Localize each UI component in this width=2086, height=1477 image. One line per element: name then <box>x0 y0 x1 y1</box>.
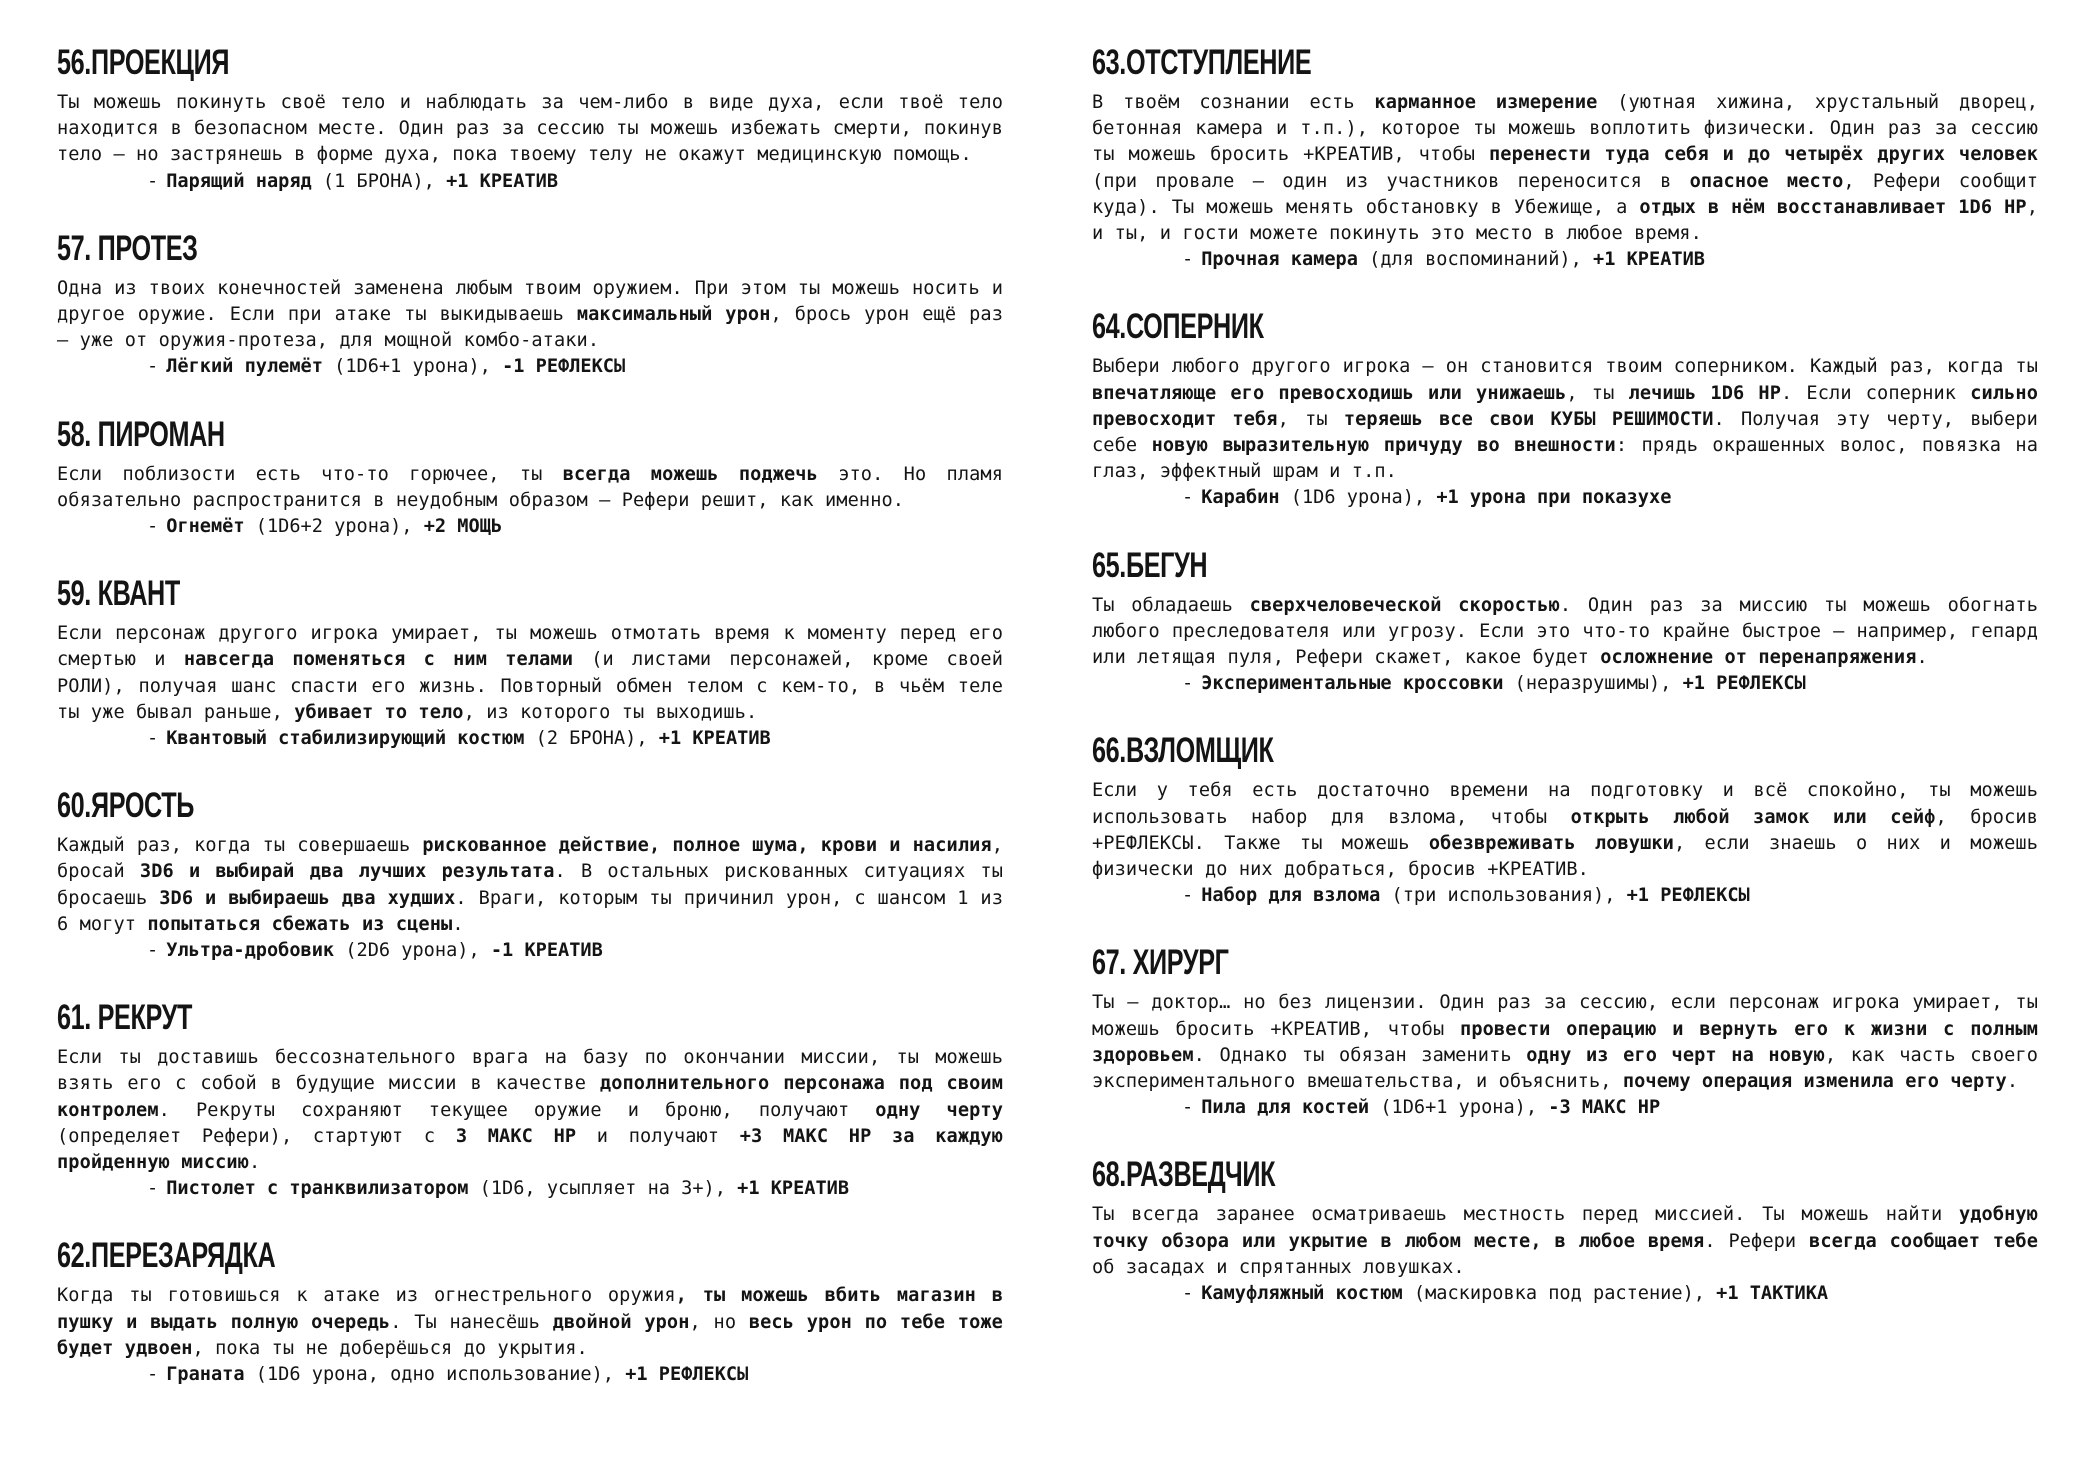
description-text: , бросив +РЕФЛЕКСЫ. Также ты можешь <box>1092 806 2038 854</box>
dash-bullet-icon: - <box>147 940 159 962</box>
emphasis-text: теряешь все свои КУБЫ РЕШИМОСТИ <box>1343 408 1714 430</box>
description-text: . Ты нанесёшь <box>390 1311 553 1333</box>
starting-gear <box>1092 247 2038 273</box>
gear-emphasis: Ультра-дробовик <box>166 940 335 962</box>
gear-emphasis: Прочная камера <box>1201 249 1358 271</box>
description-text: Ты всегда заранее осматриваешь местность перед миссией. Ты можешь найти <box>1092 1204 1959 1226</box>
description-text: , и ты, и гости можете покинуть это место в любое время. <box>1092 196 2038 245</box>
description-text: . <box>2006 1071 2019 1093</box>
trait-description <box>57 833 1003 938</box>
gear-text: (2 БРОНА), <box>524 728 659 750</box>
gear-emphasis: -1 КРЕАТИВ <box>490 940 603 962</box>
description-text: Если ты доставишь бессознательного врага на базу по окончании миссии, ты можешь взять его с собой в будущие миссии в качестве <box>57 1047 1003 1095</box>
description-text: Каждый раз, когда ты совершаешь <box>57 835 423 857</box>
gear-emphasis: +1 ТАКТИКА <box>1716 1283 1829 1305</box>
description-text: : прядь окрашенных волос, повязка на глаз, эффектный шрам и т.п. <box>1092 435 2038 483</box>
dash-bullet-icon: - <box>147 728 159 750</box>
trait-title: 56.ПРОЕКЦИЯ <box>57 43 230 82</box>
emphasis-text: провести операцию и вернуть его к жизни с полным здоровьем <box>1092 1018 2038 1066</box>
gear-emphasis: Пистолет с транквилизатором <box>166 1178 469 1200</box>
emphasis-text: , ты можешь вбить магазин в пушку и выдать полную очередь <box>57 1285 1003 1333</box>
gear-emphasis: +1 РЕФЛЕКСЫ <box>1682 673 1806 695</box>
emphasis-text: открыть любой замок или сейф <box>1570 806 1936 828</box>
dash-bullet-icon: - <box>147 356 159 378</box>
description-text: (определяет Рефери), стартуют с <box>57 1125 456 1147</box>
description-text: и получают <box>576 1125 740 1147</box>
trait-description <box>1092 990 2038 1095</box>
gear-text: (1D6 урона), <box>1279 487 1437 509</box>
trait-title: 61. РЕКРУТ <box>57 998 192 1038</box>
emphasis-text: одну из его черт на новую <box>1526 1044 1825 1066</box>
trait-entry <box>57 1235 1003 1388</box>
description-text: , Рефери сообщит куда). Ты можешь менять обстановку в Убежище, а <box>1092 170 2038 218</box>
trait-description <box>1092 778 2038 883</box>
description-text: , как часть своего экспериментального вмешательства, и объяснить, <box>1092 1044 2038 1093</box>
dash-bullet-icon: - <box>1182 249 1194 271</box>
emphasis-text: дополнительного персонажа под своим контролем <box>57 1073 1003 1121</box>
gear-text: (1D6 урона, одно использование), <box>244 1364 626 1386</box>
trait-entry <box>1092 942 2038 1121</box>
trait-entry <box>57 228 1003 381</box>
gear-emphasis: +1 КРЕАТИВ <box>446 170 559 192</box>
gear-emphasis: +1 урона при показухе <box>1436 487 1672 509</box>
emphasis-text: отдых в нём восстанавливает 1D6 НР <box>1639 196 2027 218</box>
gear-emphasis: -3 МАКС НР <box>1548 1097 1661 1119</box>
gear-text: (неразрушимы), <box>1503 673 1683 695</box>
description-text: , из которого ты выходишь. <box>463 701 758 723</box>
emphasis-text: максимальный урон <box>576 304 771 326</box>
description-text: . Если соперник <box>1781 382 1971 404</box>
emphasis-text: опасное место <box>1689 170 1844 192</box>
starting-gear <box>57 726 1003 752</box>
trait-description <box>1092 354 2038 485</box>
dash-bullet-icon: - <box>1182 1283 1194 1305</box>
gear-text: (для воспоминаний), <box>1357 249 1594 271</box>
trait-title: 60.ЯРОСТЬ <box>57 786 195 826</box>
trait-entry <box>1092 306 2038 511</box>
gear-emphasis: +1 КРЕАТИВ <box>1593 249 1705 271</box>
description-text: . Рефери <box>1704 1230 1810 1252</box>
gear-text: (1D6+2 урона), <box>244 516 424 538</box>
trait-entry <box>57 42 1003 195</box>
dash-bullet-icon: - <box>147 1178 159 1200</box>
description-text: В твоём сознании есть <box>1092 92 1375 113</box>
trait-title: 65.БЕГУН <box>1092 545 1208 585</box>
emphasis-text: впечатляюще его превосходишь или унижаешь <box>1092 382 1567 404</box>
emphasis-text: 3 МАКС НР <box>455 1125 577 1147</box>
trait-title: 62.ПЕРЕЗАРЯДКА <box>57 1236 276 1276</box>
starting-gear <box>1092 1281 2038 1307</box>
emphasis-text: новую выразительную причуду во внешности <box>1151 435 1616 457</box>
description-text: об засадах и спрятанных ловушках. <box>1092 1256 1465 1278</box>
dash-bullet-icon: - <box>147 170 159 192</box>
trait-entry <box>1092 730 2038 909</box>
trait-entry <box>57 414 1003 541</box>
starting-gear <box>57 354 1003 380</box>
description-text: Когда ты готовишься к атаке из огнестрельного оружия <box>57 1285 676 1307</box>
gear-text: (три использования), <box>1380 885 1627 907</box>
starting-gear <box>1092 1095 2038 1121</box>
emphasis-text: попытаться сбежать из сцены <box>147 913 453 935</box>
trait-entry <box>57 785 1003 964</box>
emphasis-text: весь урон по тебе тоже будет удвоен <box>57 1311 1003 1359</box>
trait-title: 66.ВЗЛОМЩИК <box>1092 731 1274 771</box>
dash-bullet-icon: - <box>1182 885 1194 907</box>
trait-title: 63.ОТСТУПЛЕНИЕ <box>1092 43 1312 82</box>
description-text: Выбери любого другого игрока – он становится твоим соперником. Каждый раз, когда ты <box>1092 356 2038 378</box>
trait-description <box>1092 593 2038 672</box>
trait-title: 57. ПРОТЕЗ <box>57 228 198 268</box>
description-text: Если персонаж другого игрока умирает, ты можешь отмотать время к моменту перед его смертью и <box>57 623 1003 671</box>
starting-gear <box>1092 485 2038 511</box>
gear-text: (1 БРОНА), <box>311 170 447 192</box>
dash-bullet-icon: - <box>147 516 159 538</box>
gear-text: (маскировка под растение), <box>1402 1283 1717 1305</box>
trait-entry <box>57 573 1003 752</box>
emphasis-text: 3D6 и выбираешь два худших <box>159 887 456 909</box>
emphasis-text: осложнение от перенапряжения <box>1600 647 1917 669</box>
emphasis-text: всегда можешь поджечь <box>562 463 818 485</box>
starting-gear <box>57 1176 1003 1202</box>
description-text: Если поблизости есть что-то горючее, ты <box>57 463 563 485</box>
trait-title: 67. ХИРУРГ <box>1092 943 1229 983</box>
description-text: . Один раз за миссию ты можешь обогнать любого преследователя или угрозу. Если это что-то крайне быстрое – например, гепард или летящая пуля, Рефери скажет, какое будет <box>1092 594 2039 669</box>
trait-title: 58. ПИРОМАН <box>57 414 225 454</box>
emphasis-text: 3D6 и выбирай два лучших результата <box>139 861 555 883</box>
description-text: . <box>1916 647 1928 669</box>
dash-bullet-icon: - <box>1182 1097 1194 1119</box>
starting-gear <box>1092 671 2038 697</box>
trait-entry <box>1092 1154 2038 1307</box>
description-text: . Рекруты сохраняют текущее оружие и броню, получают <box>158 1099 876 1121</box>
starting-gear <box>57 938 1003 964</box>
starting-gear <box>1092 883 2038 909</box>
dash-bullet-icon: - <box>1182 673 1194 695</box>
trait-title: 64.СОПЕРНИК <box>1092 307 1264 347</box>
emphasis-text: навсегда поменяться с ним телами <box>183 649 573 671</box>
gear-emphasis: +1 КРЕАТИВ <box>658 728 771 750</box>
gear-emphasis: Пила для костей <box>1201 1097 1370 1119</box>
description-text: . <box>452 913 464 935</box>
description-text: Ты обладаешь <box>1092 594 1250 616</box>
emphasis-text: карманное измерение <box>1374 92 1598 113</box>
trait-description <box>57 276 1003 355</box>
description-text: , ты <box>1566 382 1629 404</box>
description-text: , ты <box>1277 408 1344 430</box>
gear-text: (1D6+1 урона), <box>1369 1097 1549 1119</box>
emphasis-text: одну черту <box>875 1099 1003 1121</box>
emphasis-text: двойной урон <box>552 1311 690 1333</box>
gear-emphasis: -1 РЕФЛЕКСЫ <box>502 356 626 378</box>
gear-text: (1D6+1 урона), <box>322 356 503 378</box>
description-text: Одна из твоих конечностей заменена любым твоим оружием. При этом ты можешь носить и другое оружие. Если при атаке ты выкидываешь <box>57 277 1003 326</box>
starting-gear <box>57 169 1003 195</box>
trait-description <box>1092 90 2038 247</box>
description-text: (и листами персонажей, кроме своей РОЛИ), получая шанс спасти его жизнь. Повторный обмен телом с кем-то, в чьём теле ты уже бывал раньше, <box>57 649 1003 723</box>
gear-emphasis: Лёгкий пулемёт <box>166 356 323 378</box>
emphasis-text: удобную точку обзора или укрытие в любом месте, в любое время <box>1092 1204 2038 1252</box>
trait-description <box>57 462 1003 514</box>
gear-text: (2D6 урона), <box>334 940 491 962</box>
description-text: . <box>249 1152 261 1174</box>
starting-gear <box>57 514 1003 540</box>
gear-text: (1D6, усыпляет на 3+), <box>468 1178 738 1200</box>
trait-description <box>1092 1202 2038 1281</box>
dash-bullet-icon: - <box>147 1364 159 1386</box>
gear-emphasis: Камуфляжный костюм <box>1201 1283 1403 1305</box>
gear-emphasis: Экспериментальные кроссовки <box>1201 673 1504 695</box>
description-text: , если знаешь о них и можешь физически до них добраться, бросив +КРЕАТИВ. <box>1092 832 2038 881</box>
trait-description <box>57 1283 1003 1362</box>
description-text: . Однако ты обязан заменить <box>1193 1044 1527 1066</box>
gear-emphasis: Квантовый стабилизирующий костюм <box>166 728 525 750</box>
trait-entry <box>1092 545 2038 698</box>
emphasis-text: почему операция изменила его черту <box>1622 1071 2007 1093</box>
trait-description <box>57 90 1003 169</box>
emphasis-text: +3 МАКС НР за каждую пройденную миссию <box>57 1125 1004 1174</box>
trait-description <box>57 1045 1003 1176</box>
description-text: (при провале – один из участников переносится в <box>1092 170 1690 192</box>
trait-entry <box>1092 42 2038 273</box>
description-text: , брось урон ещё раз – уже от оружия-протеза, для мощной комбо-атаки. <box>57 304 1004 352</box>
emphasis-text: сильно превосходит тебя <box>1092 382 2038 430</box>
gear-emphasis: Набор для взлома <box>1201 885 1381 907</box>
emphasis-text: сверхчеловеческой скоростью <box>1249 594 1560 616</box>
gear-emphasis: +1 РЕФЛЕКСЫ <box>1626 885 1750 907</box>
trait-entry <box>57 997 1003 1202</box>
trait-description <box>57 621 1003 726</box>
gear-emphasis: Граната <box>166 1364 245 1386</box>
gear-emphasis: Карабин <box>1201 487 1280 509</box>
description-text: . Враги, которым ты причинил урон, с шансом 1 из 6 могут <box>57 887 1003 935</box>
description-text: Если у тебя есть достаточно времени на подготовку и всё спокойно, ты можешь использовать набор для взлома, чтобы <box>1092 780 2038 828</box>
description-text: , пока ты не доберёшься до укрытия. <box>192 1337 588 1359</box>
description-text: . Получая эту черту, выбери себе <box>1092 408 2038 457</box>
emphasis-text: убивает то тело <box>294 701 464 723</box>
description-text: , но <box>689 1311 749 1333</box>
gear-emphasis: +1 КРЕАТИВ <box>737 1178 850 1200</box>
description-text: Ты можешь покинуть своё тело и наблюдать за чем-либо в виде духа, если твоё тело находится в безопасном месте. Один раз за сессию ты можешь избежать смерти, покинув тело – но застрянешь в форме духа, пока твоему телу не окажут медицинскую помощь. <box>57 92 1003 166</box>
trait-title: 59. КВАНТ <box>57 574 180 614</box>
gear-emphasis: +2 МОЩЬ <box>423 516 503 538</box>
gear-emphasis: Парящий наряд <box>166 170 312 192</box>
emphasis-text: всегда сообщает тебе <box>1809 1230 2038 1252</box>
emphasis-text: перенести туда себя и до четырёх других человек <box>1488 144 2038 166</box>
trait-title: 68.РАЗВЕДЧИК <box>1092 1155 1276 1195</box>
description-text: , бросай <box>57 835 1003 883</box>
description-text: . В остальных рискованных ситуациях ты бросаешь <box>57 861 1003 909</box>
gear-emphasis: Огнемёт <box>166 516 245 538</box>
description-text: (уютная хижина, хрустальный дворец, бетонная камера и т.п.), которое ты можешь воплотить физически. Один раз за сессию ты можешь бросить +КРЕАТИВ, чтобы <box>1092 92 2038 166</box>
description-text: это. Но пламя обязательно распространится в неудобным образом – Рефери решит, как именно. <box>57 463 1004 511</box>
emphasis-text: лечишь 1D6 НР <box>1628 382 1782 404</box>
emphasis-text: обезвреживать ловушки <box>1428 832 1674 854</box>
gear-emphasis: +1 РЕФЛЕКСЫ <box>625 1364 749 1386</box>
description-text: Ты – доктор… но без лицензии. Один раз за сессию, если персонаж игрока умирает, ты можешь бросить +КРЕАТИВ, чтобы <box>1092 992 2038 1040</box>
dash-bullet-icon: - <box>1182 487 1194 509</box>
right-column <box>1092 34 2038 1340</box>
emphasis-text: рискованное действие, полное шума, крови и насилия <box>422 835 992 857</box>
starting-gear <box>57 1362 1003 1388</box>
left-column <box>57 34 1003 1421</box>
